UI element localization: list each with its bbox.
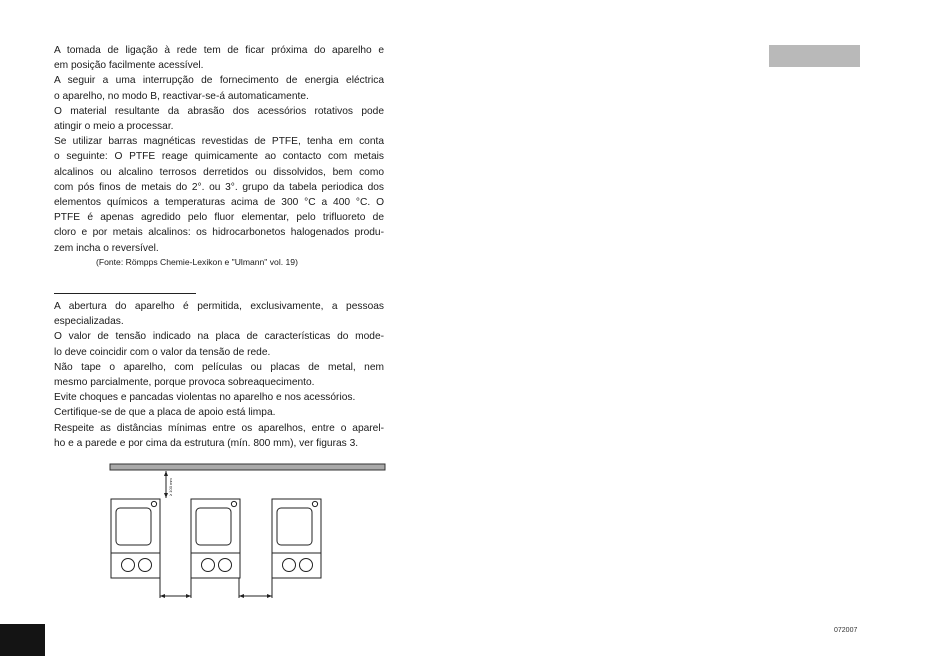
text-line: o aparelho, no modo B, reactivar-se-á automaticamente. bbox=[54, 90, 309, 102]
text-line: Respeite as distâncias mínimas entre os aparelhos, entre o aparel- bbox=[54, 422, 384, 434]
text-line: A seguir a uma interrupção de fornecimento de energia eléctrica bbox=[54, 75, 384, 87]
text-line: O valor de tensão indicado na placa de características do mode- bbox=[54, 331, 384, 343]
text-line: Se utilizar barras magnéticas revestidas de PTFE, tenha em conta bbox=[54, 136, 384, 148]
text-line: O material resultante da abrasão dos acessórios rotativos pode bbox=[54, 105, 384, 117]
text-line: alcalinos ou alcalino terrosos derretidos ou dissolvidos, bem como bbox=[54, 166, 384, 178]
document-code: 072007 bbox=[834, 627, 858, 634]
text-line: Não tape o aparelho, com películas ou placas de metal, nem bbox=[54, 361, 384, 373]
text-line: Certifique-se de que a placa de apoio está limpa. bbox=[54, 407, 276, 419]
text-line: A tomada de ligação à rede tem de ficar próxima do aparelho e bbox=[54, 45, 384, 56]
stirrer-device bbox=[272, 499, 321, 578]
horizontal-clearance-dimension-right bbox=[239, 578, 272, 598]
page-corner-marker bbox=[0, 624, 45, 656]
text-line: o seguinte: O PTFE reage quimicamente ao contacto com metais bbox=[54, 151, 384, 163]
text-line: especializadas. bbox=[54, 316, 124, 328]
text-line: cloro e por metais alcalinos: os hidrocarbonetos halogenados produ- bbox=[54, 227, 384, 239]
text-line: elementos químicos a temperaturas acima de 300 °C a 400 °C. O bbox=[54, 197, 384, 208]
source-citation: (Fonte: Römpps Chemie-Lexikon e "Ulmann" vol. 19) bbox=[96, 257, 298, 267]
text-line: com pós finos de metais do 2°. ou 3°. grupo da tabela periodica dos bbox=[54, 181, 384, 193]
stirrer-device bbox=[191, 499, 240, 578]
vertical-clearance-dimension bbox=[164, 471, 173, 498]
text-line: A abertura do aparelho é permitida, exclusivamente, a pessoas bbox=[54, 301, 384, 312]
text-line: zem incha o reversível. bbox=[54, 242, 159, 254]
horizontal-clearance-dimension-left bbox=[160, 578, 191, 598]
stirrer-device bbox=[111, 499, 160, 578]
text-line: ho e a parede e por cima da estrutura (mín. 800 mm), ver figuras 3. bbox=[54, 437, 359, 449]
text-line: Evite choques e pancadas violentas no aparelho e nos acessórios. bbox=[54, 392, 356, 404]
upper-structure-bar bbox=[110, 464, 385, 470]
text-line: em posição facilmente acessível. bbox=[54, 60, 204, 72]
text-line: PTFE é apenas agredido pelo fluor elementar, pelo trifluoreto de bbox=[54, 212, 384, 224]
text-line: atingir o meio a processar. bbox=[54, 121, 174, 132]
text-line: lo deve coincidir com o valor da tensão de rede. bbox=[54, 346, 271, 358]
text-line: mesmo parcialmente, porque provoca sobreaquecimento. bbox=[54, 377, 315, 388]
dimension-label: ≥ 100 mm bbox=[168, 478, 173, 496]
